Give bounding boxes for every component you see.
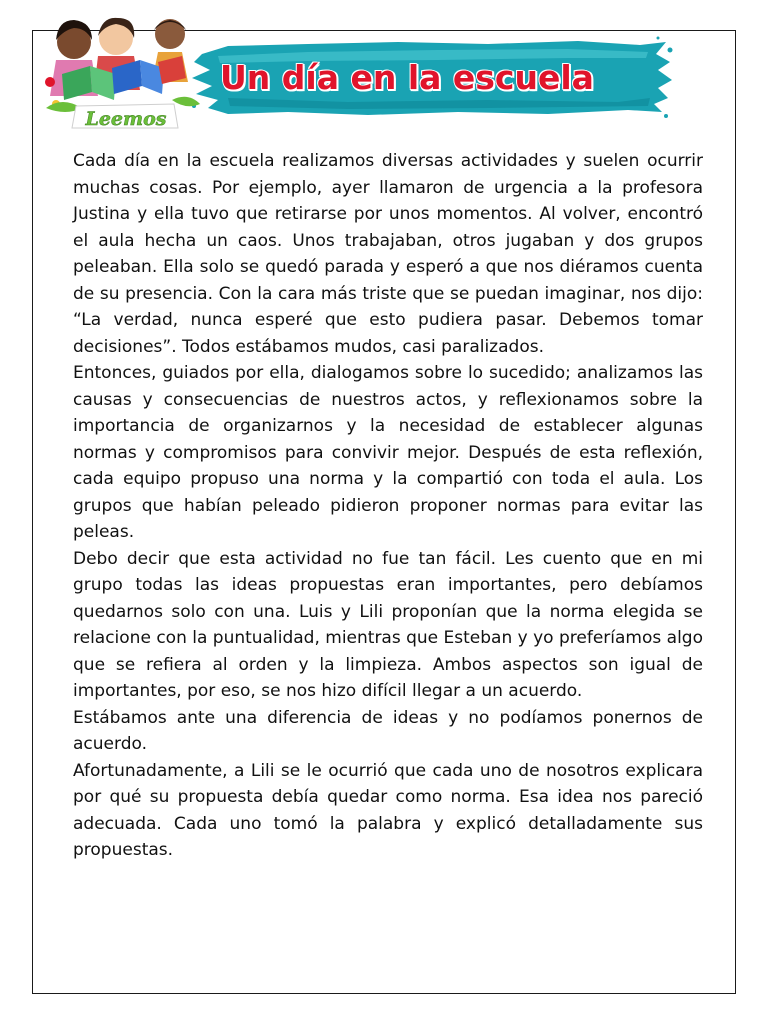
paragraph-4: Estábamos ante una diferencia de ideas y no podíamos ponernos de acuerdo. [73, 707, 703, 754]
logo-text: Leemos [85, 108, 167, 130]
paragraph-2: Entonces, guiados por ella, dialogamos sobre lo sucedido; analizamos las causas y consecuencias de nuestros actos, y reflexionamos sobre la importancia de organizarnos y la necesidad de establecer algunas normas y compromisos para convivir mejor. Después de esta reflexión, cada equipo propuso una norma y la compartió con toda el aula. Los grupos que habían peleado pidieron proponer normas para evitar las peleas. [73, 363, 703, 542]
paragraph-1: Cada día en la escuela realizamos diversas actividades y suelen ocurrir muchas cosas. Por ejemplo, ayer llamaron de urgencia a la profesora Justina y ella tuvo que retirarse por unos momentos. Al volver, encontró el aula hecha un caos. Unos trabajaban, otros jugaban y dos grupos peleaban. Ella solo se quedó parada y esperó a que nos diéramos cuenta de su presencia. Con la cara más triste que se puedan imaginar, nos dijo: “La verdad, nunca esperé que esto pudiera pasar. Debemos tomar decisiones”. Todos estábamos mudos, casi paralizados. [73, 151, 703, 357]
page-title: Un día en la escuela [220, 58, 594, 97]
reading-text [73, 148, 703, 864]
paragraph-5: Afortunadamente, a Lili se le ocurrió que cada uno de nosotros explicara por qué su propuesta debía quedar como norma. Esa idea nos pareció adecuada. Cada uno tomó la palabra y explicó detalladamente sus propuestas. [73, 760, 703, 860]
paragraph-3: Debo decir que esta actividad no fue tan fácil. Les cuento que en mi grupo todas las ideas propuestas eran importantes, pero debíamos quedarnos solo con una. Luis y Lili proponían que la norma elegida se relacione con la puntualidad, mientras que Esteban y yo preferíamos algo que se refiera al orden y la limpieza. Ambos aspectos son igual de importantes, por eso, se nos hizo difícil llegar a un acuerdo. [73, 548, 703, 701]
kids-reading-illustration [42, 12, 202, 130]
header [0, 0, 768, 140]
